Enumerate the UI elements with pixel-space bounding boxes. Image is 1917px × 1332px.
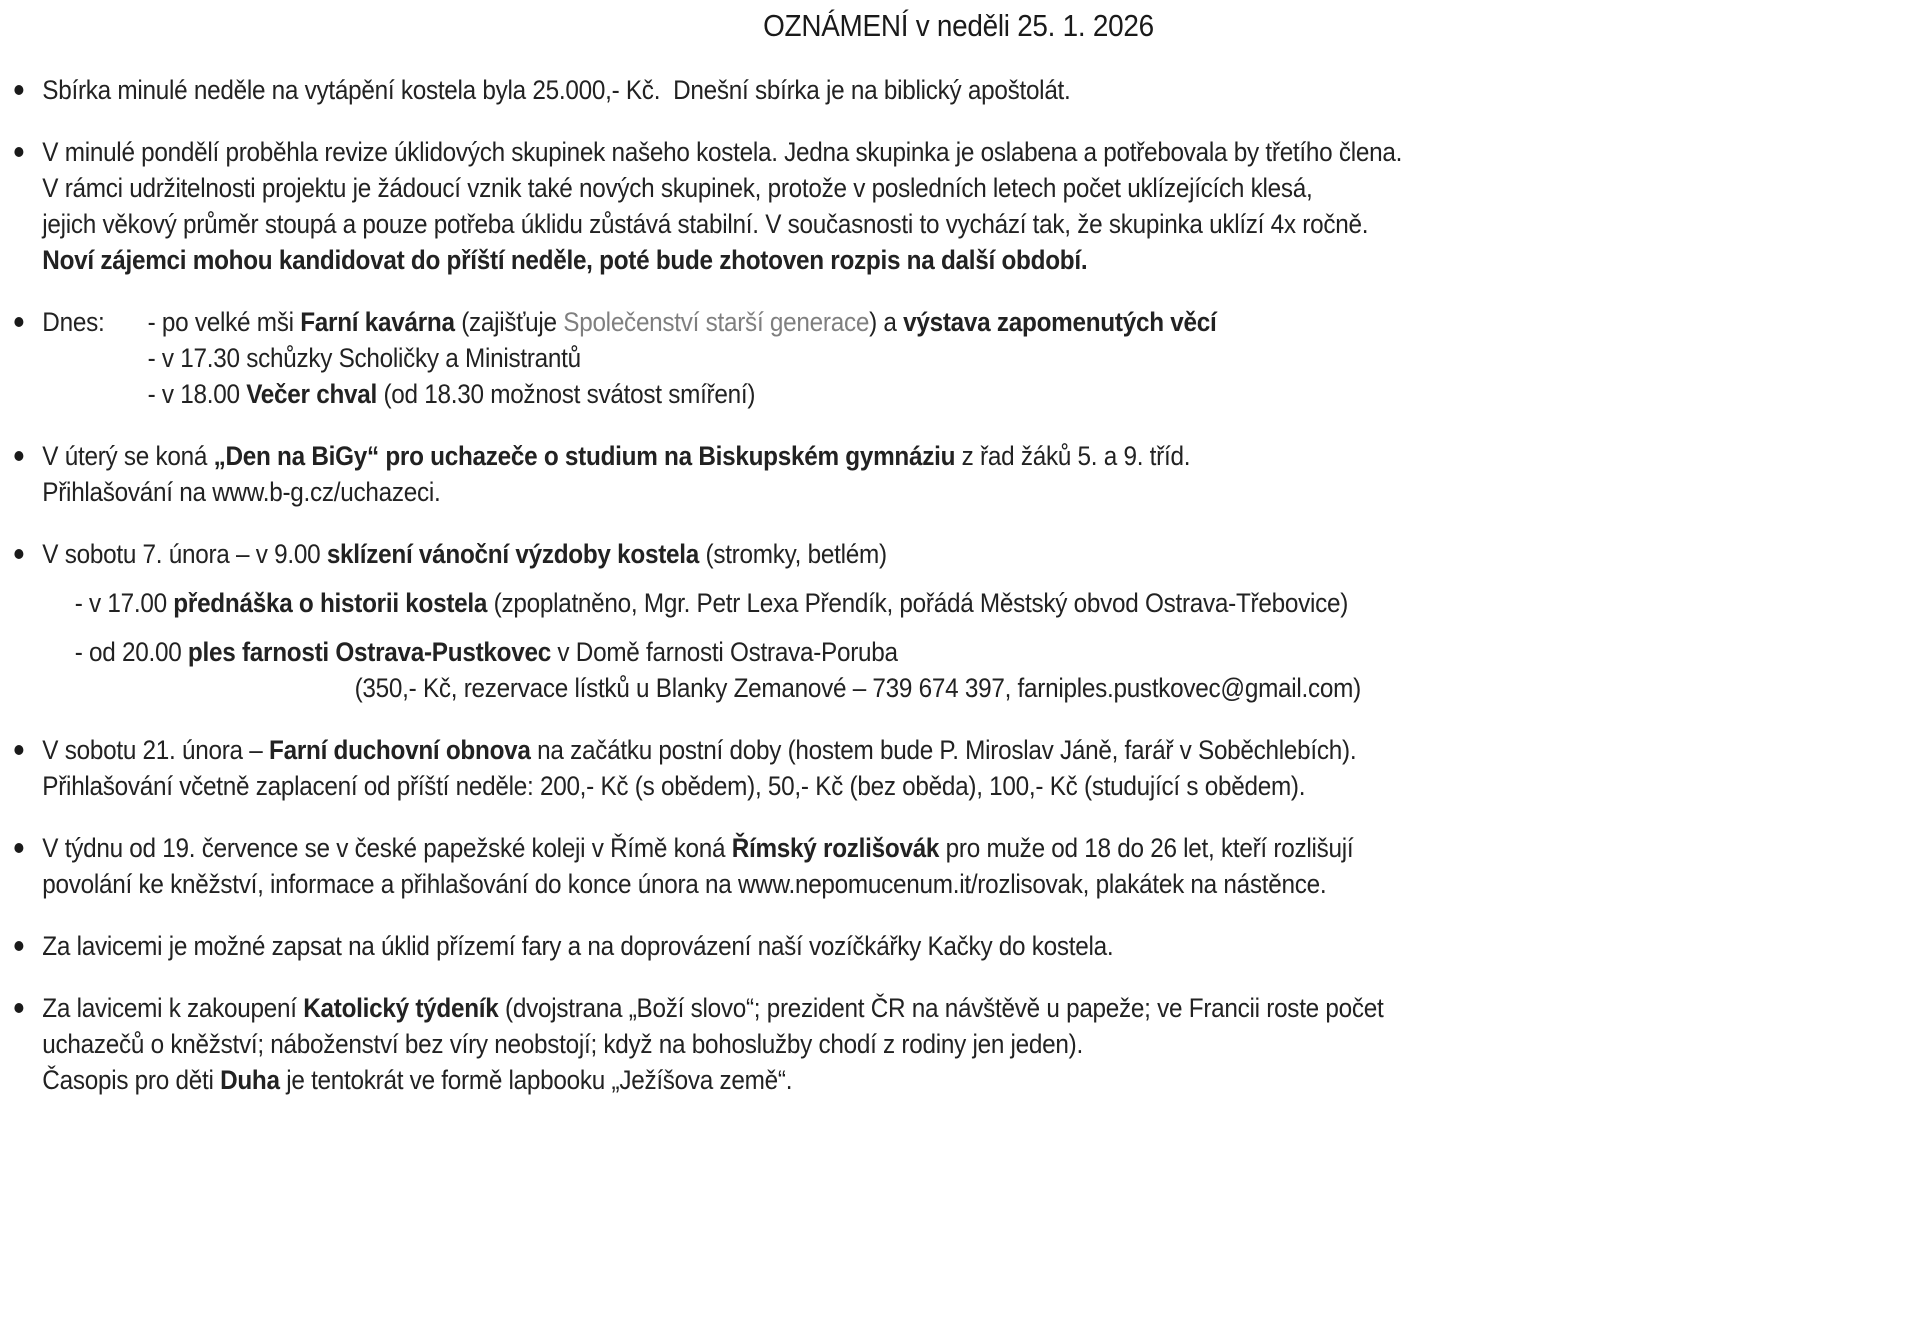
bullet-marker-icon (14, 147, 23, 157)
text-segment: Za lavicemi k zakoupení (42, 993, 304, 1023)
text-segment: (350,- Kč, rezervace lístků u Blanky Zemanové – 739 674 397, farniples.pustkovec@gmail.com) (354, 673, 1361, 703)
text-segment: přednáška o historii kostela (173, 588, 488, 618)
announcement-line (0, 376, 1917, 412)
text-segment: z řad žáků 5. a 9. tříd. (955, 441, 1191, 471)
announcement-item (0, 536, 1917, 706)
text-segment: - v 17.00 (74, 588, 174, 618)
bullet-marker-icon (14, 549, 23, 559)
text-segment: ) a (869, 307, 904, 337)
text-segment: V týdnu od 19. července se v české papežské koleji v Římě koná (42, 833, 732, 863)
bullet-marker-icon (14, 843, 23, 853)
text-segment: na začátku postní doby (hostem bude P. Miroslav Jáně, farář v Soběchlebích). (530, 735, 1357, 765)
text-segment: v Domě farnosti Ostrava-Poruba (550, 637, 898, 667)
announcement-line (0, 474, 1917, 510)
announcement-line (0, 72, 1917, 108)
text-segment: pro muže od 18 do 26 let, kteří rozlišují (939, 833, 1354, 863)
announcement-line (0, 830, 1917, 866)
announcement-line (0, 1026, 1917, 1062)
announcement-line (0, 928, 1917, 964)
text-segment: V sobotu 21. února – (42, 735, 270, 765)
announcements-list (0, 72, 1917, 1098)
text-segment: Časopis pro děti (42, 1065, 221, 1095)
announcement-line (0, 242, 1917, 278)
announcement-item (0, 928, 1917, 964)
text-segment: je tentokrát ve formě lapbooku „Ježíšova země“. (279, 1065, 793, 1095)
announcement-item (0, 304, 1917, 412)
announcement-item (0, 990, 1917, 1098)
text-segment: ples farnosti Ostrava-Pustkovec (187, 637, 551, 667)
text-segment: - po velké mši (147, 307, 301, 337)
text-segment: V úterý se koná (42, 441, 214, 471)
text-segment: uchazečů o kněžství; náboženství bez víry neobstojí; když na bohoslužby chodí z rodiny jen jeden). (42, 1029, 1083, 1059)
text-segment: sklízení vánoční výzdoby kostela (326, 539, 700, 569)
announcement-line (0, 304, 1917, 340)
text-segment: Katolický týdeník (303, 993, 499, 1023)
text-segment: Společenství starší generace (563, 307, 870, 337)
bullet-marker-icon (14, 317, 23, 327)
announcement-item (0, 830, 1917, 902)
text-segment: (stromky, betlém) (699, 539, 887, 569)
text-segment: Noví zájemci mohou kandidovat do příští neděle, poté bude zhotoven rozpis na další období. (42, 245, 1088, 275)
announcement-line (0, 536, 1917, 572)
announcement-line (0, 340, 1917, 376)
text-segment: Přihlašování na www.b-g.cz/uchazeci. (42, 477, 441, 507)
announcement-line (0, 1062, 1917, 1098)
page-title: OZNÁMENÍ v neděli 25. 1. 2026 (763, 8, 1154, 43)
text-segment: Farní kavárna (300, 307, 455, 337)
announcement-item (0, 438, 1917, 510)
bullet-marker-icon (14, 1003, 23, 1013)
text-segment: povolání ke kněžství, informace a přihlašování do konce února na www.nepomucenum.it/rozlisovak, plakátek na nástěnce. (42, 869, 1327, 899)
bullet-marker-icon (14, 941, 23, 951)
bullet-marker-icon (14, 745, 23, 755)
text-segment: (od 18.30 možnost svátost smíření) (377, 379, 756, 409)
text-segment: Přihlašování včetně zaplacení od příští neděle: 200,- Kč (s obědem), 50,- Kč (bez oběda), 100,- Kč (studující s obědem). (42, 771, 1306, 801)
text-segment: jejich věkový průměr stoupá a pouze potřeba úklidu zůstává stabilní. V současnosti to vychází tak, že skupinka uklízí 4x ročně. (42, 209, 1369, 239)
text-segment: výstava zapomenutých věcí (903, 307, 1217, 337)
text-segment: - v 18.00 (147, 379, 247, 409)
text-segment: V minulé pondělí proběhla revize úklidových skupinek našeho kostela. Jedna skupinka je oslabena a potřebovala by třetího člena. (42, 137, 1403, 167)
text-segment: - v 17.30 schůzky Scholičky a Ministrantů (147, 343, 581, 373)
text-segment: V rámci udržitelnosti projektu je žádoucí vznik také nových skupinek, protože v posledních letech počet uklízejících klesá, (42, 173, 1313, 203)
announcement-line (0, 990, 1917, 1026)
announcement-item (0, 732, 1917, 804)
text-segment: (zajišťuje (454, 307, 564, 337)
announcement-line (0, 866, 1917, 902)
announcement-line (0, 585, 1917, 621)
text-segment: V sobotu 7. února – v 9.00 (42, 539, 327, 569)
text-segment: Římský rozlišovák (731, 833, 940, 863)
announcement-item (0, 134, 1917, 278)
text-segment: Duha (220, 1065, 280, 1095)
announcement-line (0, 134, 1917, 170)
announcement-line (0, 732, 1917, 768)
text-segment: Sbírka minulé neděle na vytápění kostela byla 25.000,- Kč. Dnešní sbírka je na biblický apoštolát. (42, 75, 1071, 105)
text-segment: Večer chval (246, 379, 378, 409)
text-segment: (dvojstrana „Boží slovo“; prezident ČR na návštěvě u papeže; ve Francii roste počet (498, 993, 1384, 1023)
announcement-line (0, 634, 1917, 670)
announcement-line (0, 670, 1917, 706)
text-segment: „Den na BiGy“ pro uchazeče o studium na Biskupském gymnáziu (213, 441, 956, 471)
announcement-line (0, 438, 1917, 474)
announcement-item (0, 72, 1917, 108)
bullet-marker-icon (14, 85, 23, 95)
text-segment: Farní duchovní obnova (269, 735, 531, 765)
bullet-marker-icon (14, 451, 23, 461)
announcement-line (0, 768, 1917, 804)
announcement-line (0, 170, 1917, 206)
line-label: Dnes: (42, 307, 105, 337)
announcement-line (0, 206, 1917, 242)
text-segment: (zpoplatněno, Mgr. Petr Lexa Přendík, pořádá Městský obvod Ostrava-Třebovice) (487, 588, 1349, 618)
text-segment: Za lavicemi je možné zapsat na úklid přízemí fary a na doprovázení naší vozíčkářky Kačky do kostela. (42, 931, 1114, 961)
text-segment: - od 20.00 (74, 637, 188, 667)
